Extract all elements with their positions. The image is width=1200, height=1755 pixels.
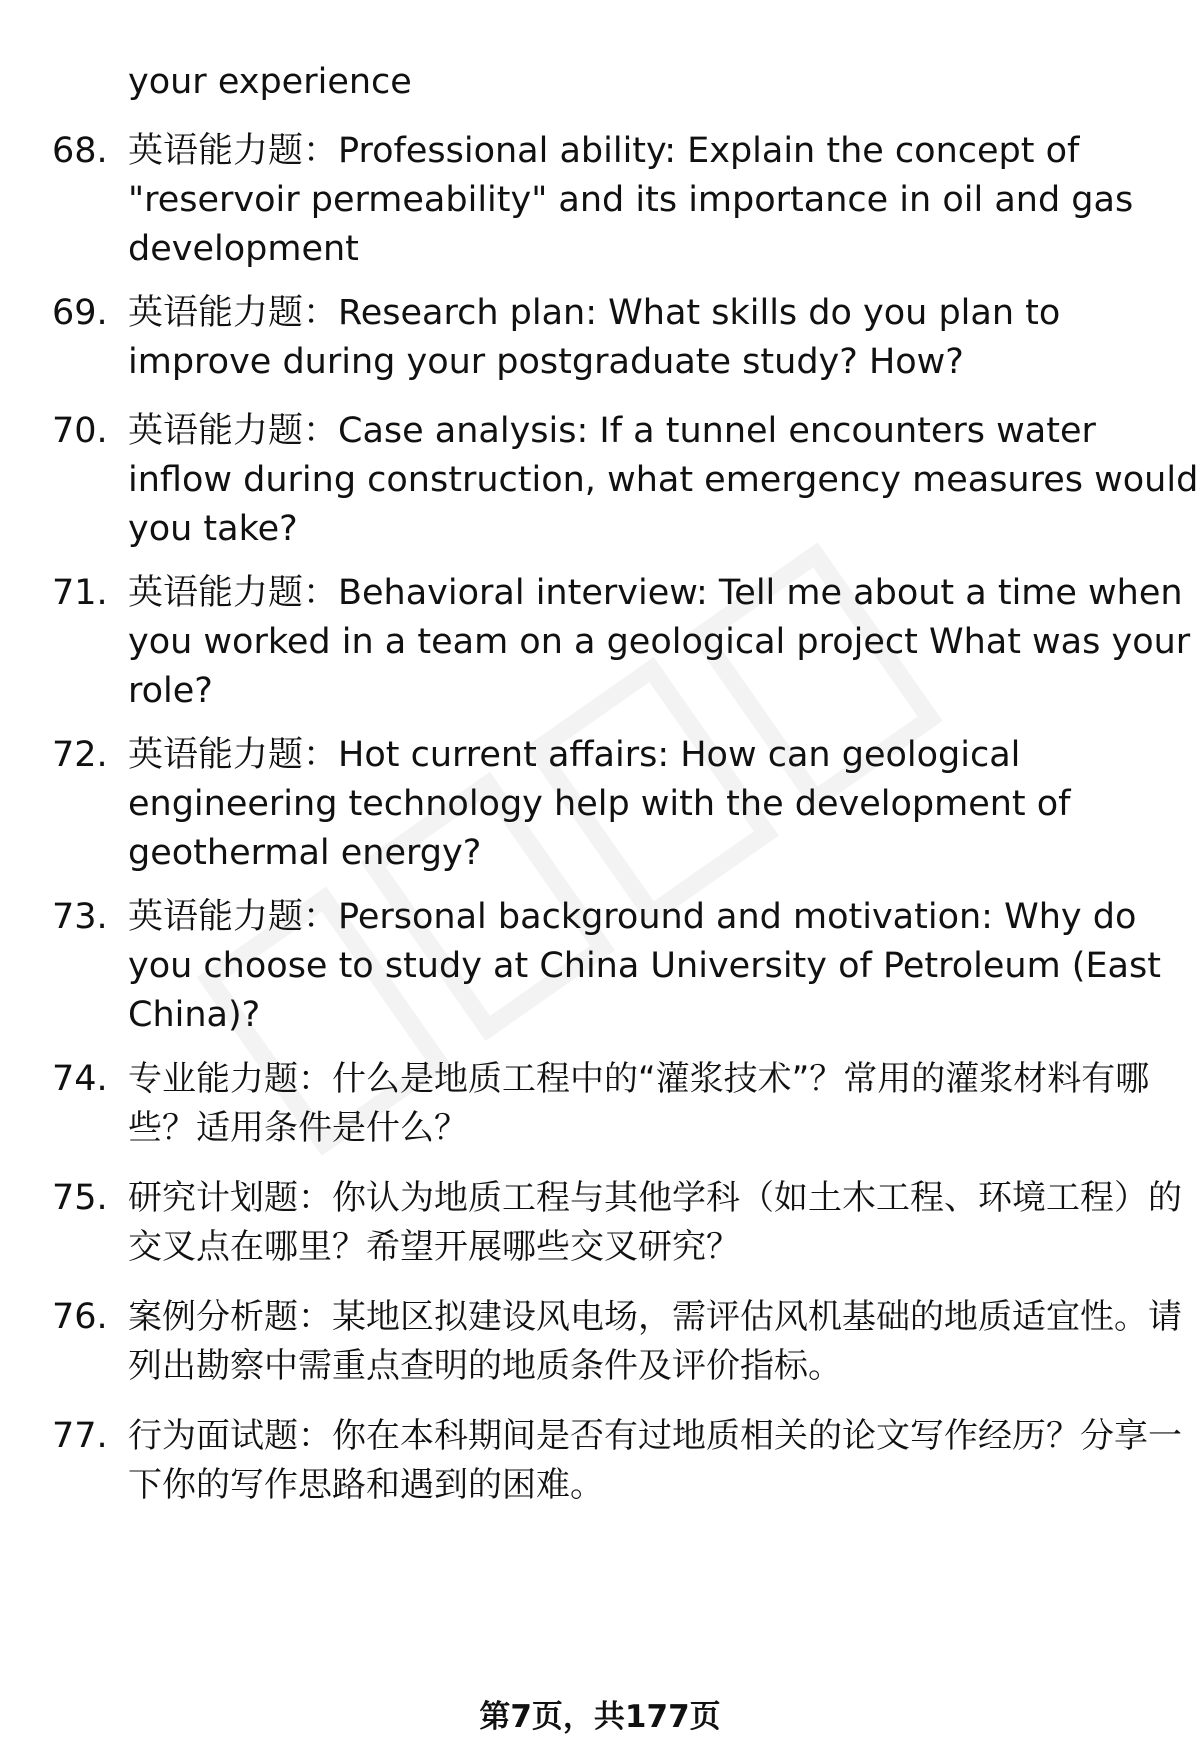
question-number: 74. [52, 1059, 108, 1099]
question-text: 专业能力题：什么是地质工程中的“灌浆技术”？常用的灌浆材料有哪些？适用条件是什么？ [128, 1059, 1150, 1148]
question-text: 英语能力题：Hot current affairs: How can geological engineering technology help with the development of geothermal energy? [128, 735, 1071, 873]
question-text: 英语能力题：Personal background and motivation: Why do you choose to study at China University of Petroleum (East China)? [128, 897, 1161, 1035]
question-number: 69. [52, 293, 108, 333]
question-number: 73. [52, 897, 108, 937]
page-footer: 第7页，共177页 [479, 1699, 721, 1735]
continued-text: your experience [128, 62, 412, 102]
question-text: 案例分析题：某地区拟建设风电场，需评估风机基础的地质适宜性。请列出勘察中需重点查明的地质条件及评价指标。 [128, 1297, 1182, 1386]
question-text: 英语能力题：Behavioral interview: Tell me about a time when you worked in a team on a geological project What was your role? [128, 573, 1191, 711]
question-number: 75. [52, 1178, 108, 1218]
question-number: 71. [52, 573, 108, 613]
question-text: 行为面试题：你在本科期间是否有过地质相关的论文写作经历？分享一下你的写作思路和遇到的困难。 [128, 1416, 1182, 1505]
question-text: 英语能力题：Research plan: What skills do you plan to improve during your postgraduate study? How? [128, 293, 1061, 382]
question-number: 70. [52, 411, 108, 451]
question-text: 研究计划题：你认为地质工程与其他学科（如土木工程、环境工程）的交叉点在哪里？希望开展哪些交叉研究？ [128, 1178, 1182, 1267]
question-text: 英语能力题：Professional ability: Explain the concept of "reservoir permeability" and its importance in oil and gas development [128, 131, 1134, 269]
question-text: 英语能力题：Case analysis: If a tunnel encounters water inflow during construction, what emergency measures would you take? [128, 411, 1199, 549]
question-number: 68. [52, 131, 108, 171]
question-number: 77. [52, 1416, 108, 1456]
question-number: 76. [52, 1297, 108, 1337]
question-number: 72. [52, 735, 108, 775]
